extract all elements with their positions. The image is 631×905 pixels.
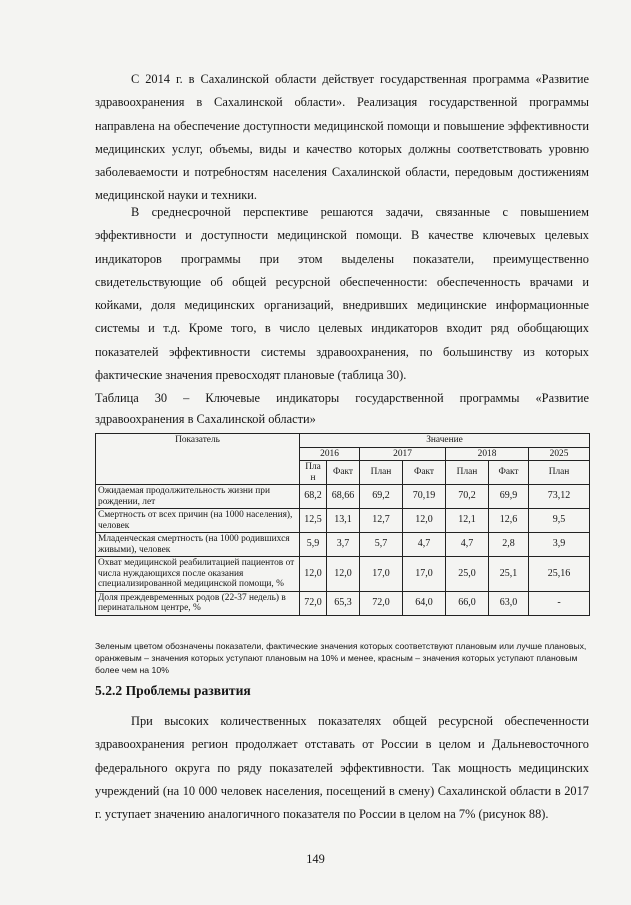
value-cell: 12,1 — [446, 509, 489, 533]
header-fact-2017: Факт — [403, 461, 446, 485]
header-plan-2016: Пла н — [300, 461, 327, 485]
value-cell: 12,0 — [327, 557, 360, 592]
value-cell: 12,7 — [360, 509, 403, 533]
indicator-cell: Доля преждевременных родов (22-37 недель) в перинатальном центре, % — [96, 591, 300, 615]
value-cell: 17,0 — [360, 557, 403, 592]
value-cell: 4,7 — [446, 533, 489, 557]
value-cell: 3,7 — [327, 533, 360, 557]
header-year-2017: 2017 — [360, 447, 446, 461]
header-value: Значение — [300, 434, 590, 448]
section-title: 5.2.2 Проблемы развития — [95, 683, 251, 698]
value-cell: 12,6 — [489, 509, 529, 533]
indicator-cell: Ожидаемая продолжительность жизни при рождении, лет — [96, 485, 300, 509]
table-row — [96, 591, 590, 615]
value-cell: 73,12 — [529, 485, 590, 509]
value-cell: 70,2 — [446, 485, 489, 509]
value-cell: 66,0 — [446, 591, 489, 615]
value-cell: 12,0 — [403, 509, 446, 533]
value-cell: 72,0 — [300, 591, 327, 615]
value-cell: 64,0 — [403, 591, 446, 615]
header-year-2025: 2025 — [529, 447, 590, 461]
value-cell: 4,7 — [403, 533, 446, 557]
header-indicator: Показатель — [96, 434, 300, 485]
paragraph-program-intro: С 2014 г. в Сахалинской области действует государственная программа «Развитие здравоохранения в Сахалинской области». Реализация государственной программы направлена на обеспечение доступности медицинской помощи и повышение эффективности медицинских услуг, объемы, виды и качество которых должны соответствовать уровню заболеваемости и потребностям населения Сахалинской области, передовым достижениям медицинской науки и техники. — [95, 72, 589, 203]
value-cell: 13,1 — [327, 509, 360, 533]
table-row — [96, 557, 590, 592]
value-cell: 69,9 — [489, 485, 529, 509]
value-cell: 65,3 — [327, 591, 360, 615]
value-cell: 25,0 — [446, 557, 489, 592]
value-cell: 5,9 — [300, 533, 327, 557]
value-cell: 12,0 — [300, 557, 327, 592]
value-cell: 68,2 — [300, 485, 327, 509]
table-color-legend-note: Зеленым цветом обозначены показатели, фактические значения которых соответствуют плановым или лучше плановых, оранжевым – значения которых уступают плановым на 10% и менее, красным – значения которых уступают плановым более чем на 10% — [95, 641, 587, 675]
table-row — [96, 509, 590, 533]
header-fact-2016: Факт — [327, 461, 360, 485]
value-cell: 25,1 — [489, 557, 529, 592]
value-cell: 25,16 — [529, 557, 590, 592]
value-cell: 72,0 — [360, 591, 403, 615]
value-cell: 3,9 — [529, 533, 590, 557]
header-plan-2018: План — [446, 461, 489, 485]
value-cell: - — [529, 591, 590, 615]
table-caption — [95, 388, 589, 430]
value-cell: 63,0 — [489, 591, 529, 615]
indicators-table — [95, 433, 590, 616]
value-cell: 69,2 — [360, 485, 403, 509]
indicator-cell: Смертность от всех причин (на 1000 населения), человек — [96, 509, 300, 533]
table-caption-line-1: Таблица 30 – Ключевые индикаторы государственной программы «Развитие — [95, 391, 589, 405]
header-plan-2025: План — [529, 461, 590, 485]
value-cell: 2,8 — [489, 533, 529, 557]
paragraph-key-indicators: В среднесрочной перспективе решаются задачи, связанные с повышением эффективности и доступности медицинской помощи. В качестве ключевых целевых индикаторов программы при этом выделены показатели, преимущественно свидетельствующие об общей ресурсной обеспеченности: обеспеченность врачами и койками, доля медицинских организаций, внедривших медицинские информационные системы и т.д. Кроме того, в число целевых индикаторов входит ряд обобщающих показателей эффективности системы здравоохранения, по большинству из которых фактические значения превосходят плановые (таблица 30). — [95, 205, 589, 383]
indicator-cell: Младенческая смертность (на 1000 родившихся живыми), человек — [96, 533, 300, 557]
header-year-2016: 2016 — [300, 447, 360, 461]
value-cell: 12,5 — [300, 509, 327, 533]
table-row — [96, 533, 590, 557]
value-cell: 9,5 — [529, 509, 590, 533]
paragraph-development-problems: При высоких количественных показателях общей ресурсной обеспеченности здравоохранения регион продолжает отставать от России в целом и Дальневосточного федерального округа по ряду показателей эффективности. Так мощность медицинских учреждений (на 10 000 человек населения, посещений в смену) Сахалинской области в 2017 г. уступает значению аналогичного показателя по России в целом на 7% (рисунок 88). — [95, 714, 589, 822]
value-cell: 17,0 — [403, 557, 446, 592]
indicator-cell: Охват медицинской реабилитацией пациентов от числа нуждающихся после оказания специализированной медицинской помощи, % — [96, 557, 300, 592]
value-cell: 68,66 — [327, 485, 360, 509]
header-year-2018: 2018 — [446, 447, 529, 461]
value-cell: 5,7 — [360, 533, 403, 557]
page-number: 149 — [306, 852, 325, 866]
header-fact-2018: Факт — [489, 461, 529, 485]
header-plan-2017: План — [360, 461, 403, 485]
value-cell: 70,19 — [403, 485, 446, 509]
table-row — [96, 485, 590, 509]
table-caption-line-2: здравоохранения в Сахалинской области» — [95, 412, 316, 426]
